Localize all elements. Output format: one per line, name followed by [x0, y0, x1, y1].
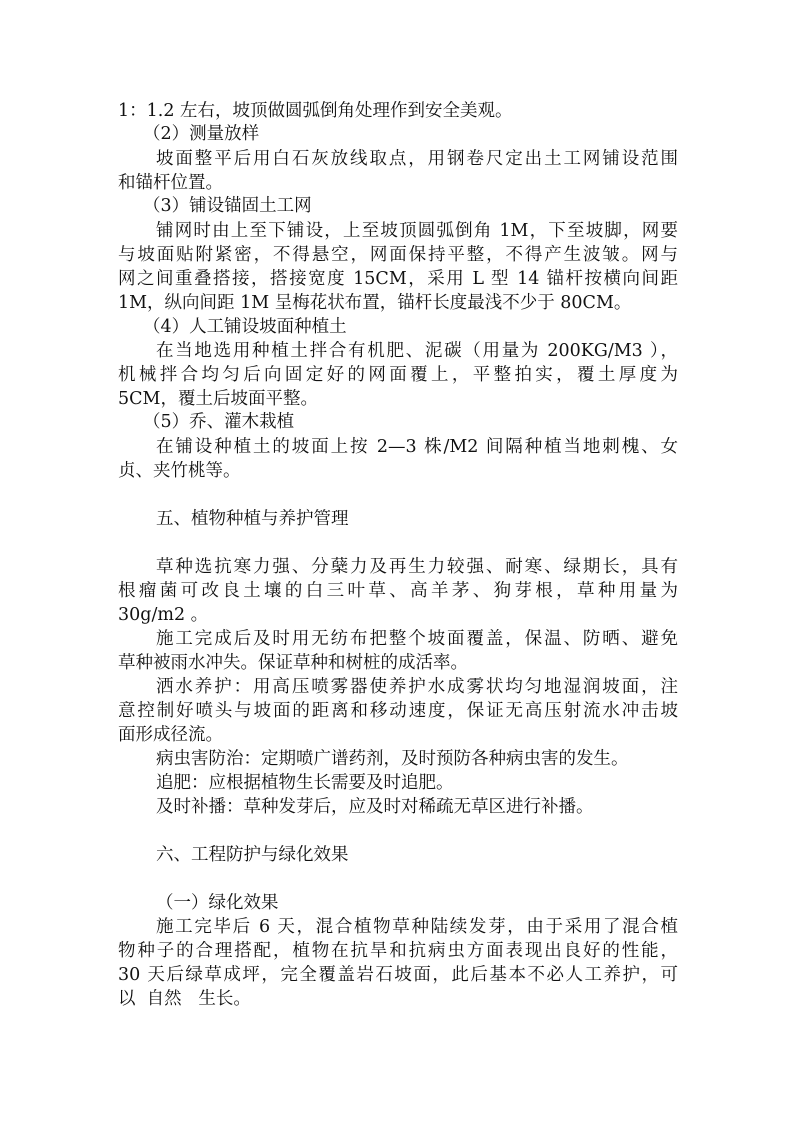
paragraph-line: 意控制好喷头与坡面的距离和移动速度，保证无高压射流水冲击坡 [118, 701, 678, 721]
paragraph-line: 草种选抗寒力强、分蘖力及再生力较强、耐寒、绿期长，具有 [156, 557, 678, 577]
paragraph-line: 以 自然 生长。 [118, 989, 251, 1009]
paragraph-line: 与坡面贴附紧密，不得悬空，网面保持平整，不得产生波皱。网与 [118, 245, 678, 265]
paragraph-line: 在铺设种植土的坡面上按 2—3 株/M2 间隔种植当地刺槐、女 [156, 437, 678, 457]
paragraph-line: 草种被雨水冲失。保证草种和树桩的成活率。 [118, 653, 468, 673]
paragraph-line: 30g/m2 。 [118, 605, 209, 625]
paragraph-line: 贞、夹竹桃等。 [118, 461, 241, 481]
paragraph-line: 5CM，覆土后坡面平整。 [118, 389, 318, 409]
paragraph-line: 施工完毕后 6 天，混合植物草种陆续发芽，由于采用了混合植 [156, 917, 678, 937]
paragraph-line: 根瘤菌可改良土壤的白三叶草、高羊茅、狗芽根，草种用量为 [118, 581, 678, 601]
paragraph-line: 1M，纵向间距 1M 呈梅花状布置，锚杆长度最浅不少于 80CM。 [118, 293, 632, 313]
subheading-tree-planting: （5）乔、灌木栽植 [143, 412, 295, 432]
subheading-planting-soil: （4）人工铺设坡面种植土 [143, 317, 347, 337]
paragraph-line: 30 天后绿草成坪，完全覆盖岩石坡面，此后基本不必人工养护，可 [118, 965, 678, 985]
paragraph-line: 施工完成后及时用无纺布把整个坡面覆盖，保温、防晒、避免 [156, 629, 678, 649]
section-heading-5: 五、植物种植与养护管理 [156, 509, 349, 529]
paragraph-line: 面形成径流。 [118, 725, 223, 745]
paragraph-line: 物种子的合理搭配，植物在抗旱和抗病虫方面表现出良好的性能， [118, 941, 678, 961]
paragraph-line: 坡面整平后用白石灰放线取点，用钢卷尺定出土工网铺设范围 [156, 149, 678, 169]
paragraph-line: 1：1.2 左右，坡顶做圆弧倒角处理作到安全美观。 [118, 101, 513, 121]
paragraph-line: 在当地选用种植土拌合有机肥、泥碳（用量为 200KG/M3 ）， [156, 341, 678, 361]
paragraph-line: 病虫害防治：定期喷广谱药剂，及时预防各种病虫害的发生。 [156, 749, 629, 769]
paragraph-line: 洒水养护：用高压喷雾器使养护水成雾状均匀地湿润坡面，注 [156, 677, 678, 697]
section-heading-6: 六、工程防护与绿化效果 [156, 845, 349, 865]
paragraph-line: 追肥：应根据植物生长需要及时追肥。 [156, 773, 454, 793]
paragraph-line: 和锚杆位置。 [118, 173, 223, 193]
subheading-anchor-net: （3）铺设锚固土工网 [143, 196, 312, 216]
subheading-survey-layout: （2）测量放样 [143, 124, 260, 144]
subheading-greening-effect: （一）绿化效果 [156, 893, 279, 913]
paragraph-line: 铺网时由上至下铺设，上至坡顶圆弧倒角 1M，下至坡脚，网要 [156, 221, 678, 241]
paragraph-line: 及时补播：草种发芽后，应及时对稀疏无草区进行补播。 [156, 797, 594, 817]
paragraph-line: 网之间重叠搭接，搭接宽度 15CM，采用 L 型 14 锚杆按横向间距 [118, 269, 678, 289]
paragraph-line: 机械拌合均匀后向固定好的网面覆上，平整拍实，覆土厚度为 [118, 365, 678, 385]
